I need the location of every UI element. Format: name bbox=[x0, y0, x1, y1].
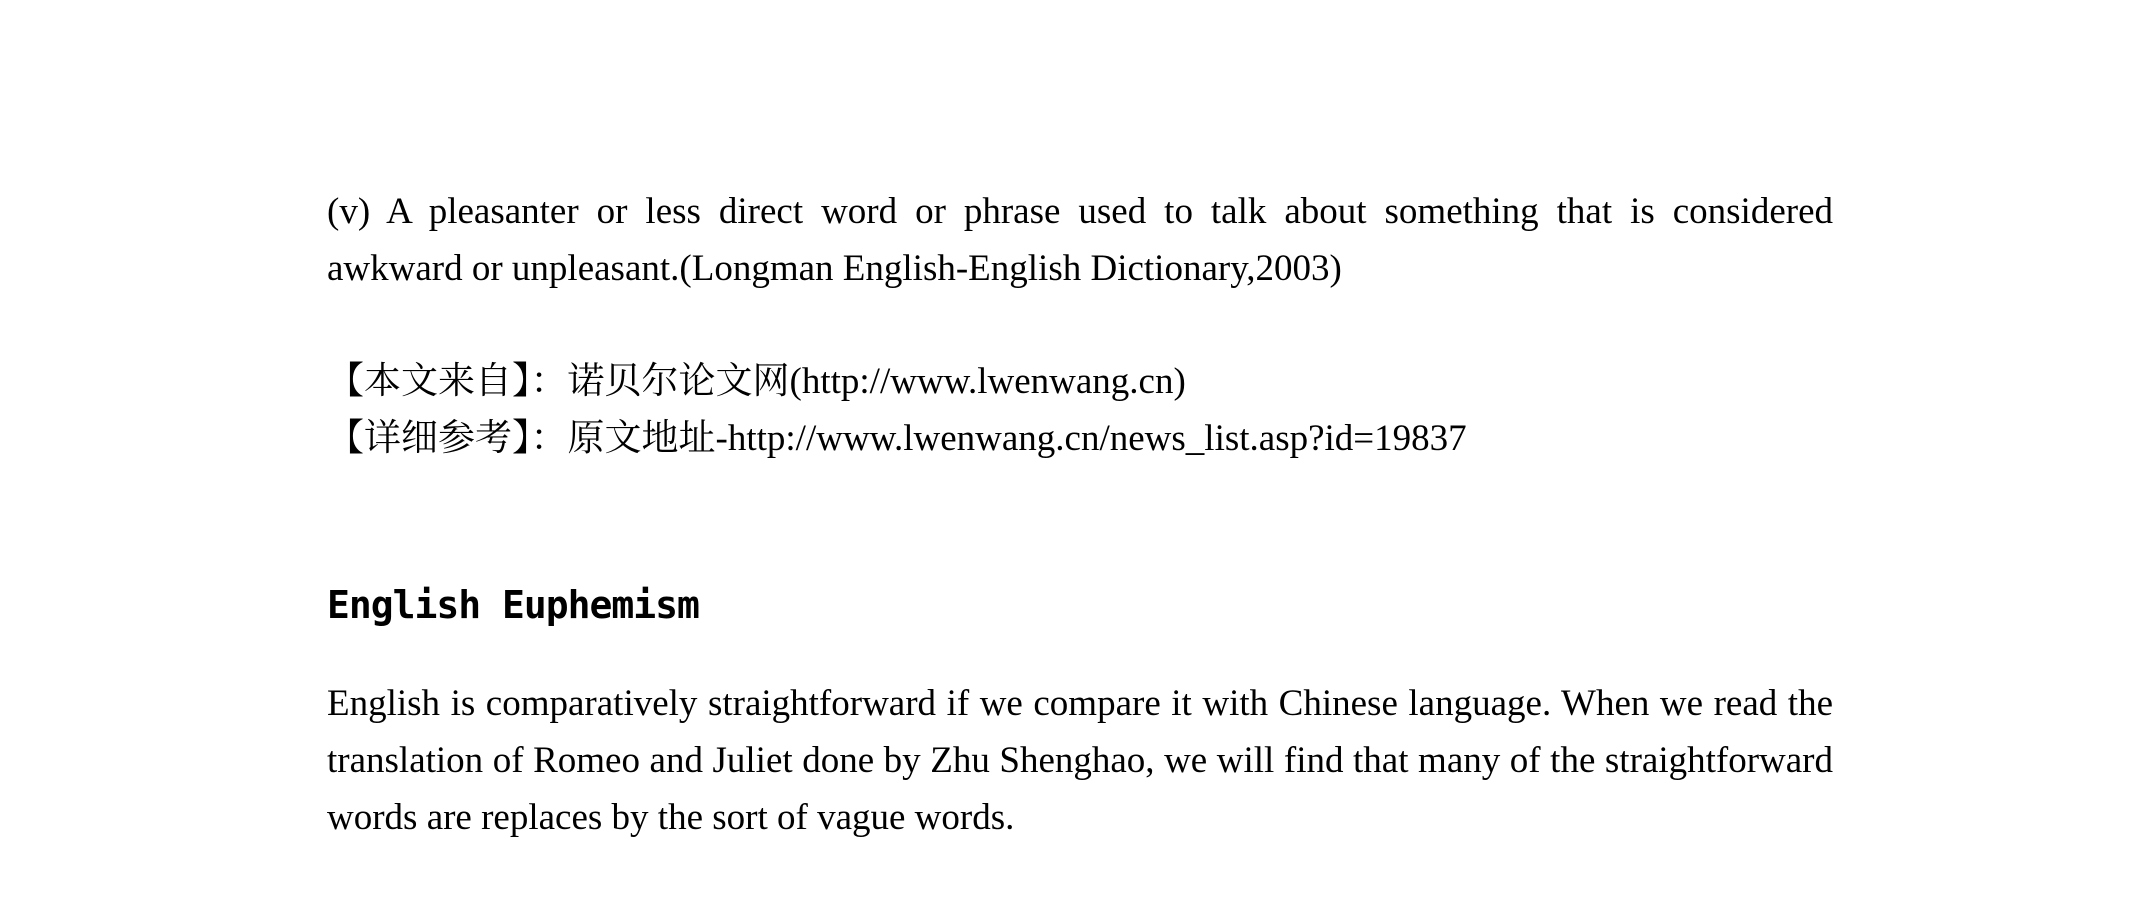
source-line: 【本文来自】：诺贝尔论文网(http://www.lwenwang.cn) bbox=[327, 361, 1186, 402]
reference-line: 【详细参考】：原文地址-http://www.lwenwang.cn/news_list.asp?id=19837 bbox=[327, 418, 1467, 459]
section-heading: English Euphemism bbox=[327, 583, 699, 627]
document-content bbox=[327, 183, 1833, 846]
definition-paragraph: (v) A pleasanter or less direct word or phrase used to talk about something that is considered awkward or unpleasant.(Longman English-English Dictionary,2003) bbox=[327, 191, 1833, 289]
source-block bbox=[327, 353, 1833, 467]
body-paragraph: English is comparatively straightforward if we compare it with Chinese language. When we read the translation of Romeo and Juliet done by Zhu Shenghao, we will find that many of the straightforward words are replaces by the sort of vague words. bbox=[327, 683, 1833, 838]
